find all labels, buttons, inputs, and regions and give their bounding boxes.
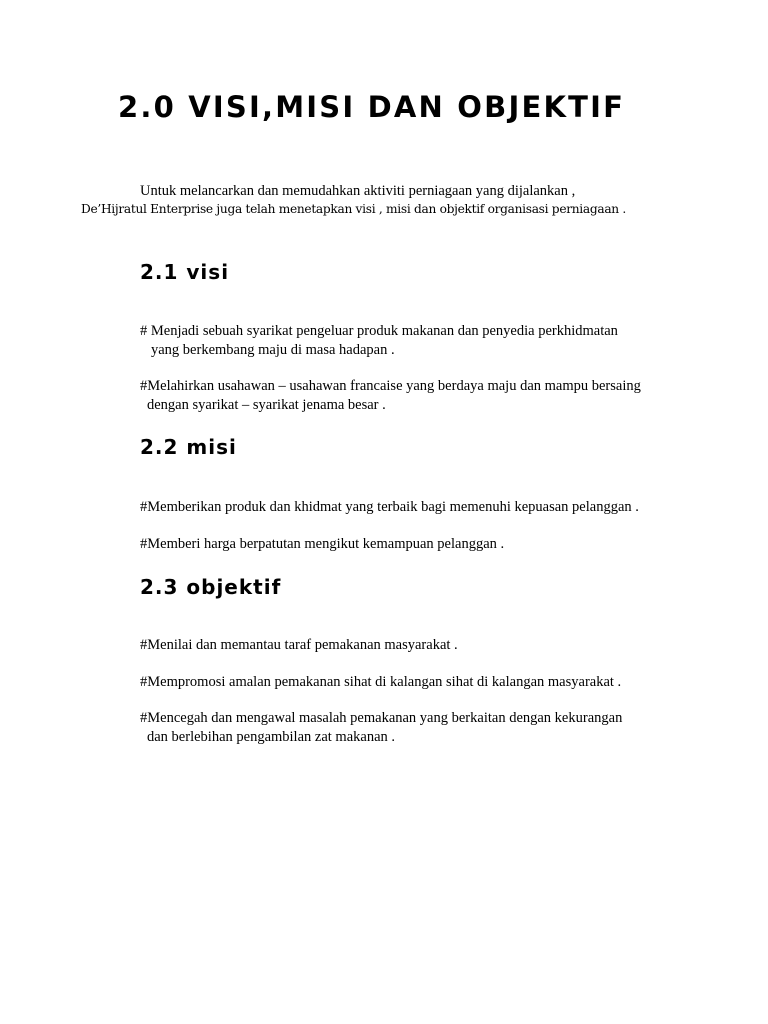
visi-item-1 — [140, 322, 618, 360]
misi-item-2 — [140, 535, 504, 554]
misi-item-1-line-1: #Memberikan produk dan khidmat yang terbaik bagi memenuhi kepuasan pelanggan . — [140, 499, 639, 515]
objektif-item-3-line-2: dan berlebihan pengambilan zat makanan . — [147, 729, 396, 745]
intro-line-2: De’Hijratul Enterprise juga telah menetapkan visi , misi dan objektif organisasi perniagaan . — [81, 202, 626, 216]
visi-item-2 — [140, 377, 641, 415]
misi-item-2-line-1: #Memberi harga berpatutan mengikut kemampuan pelanggan . — [140, 536, 505, 552]
objektif-item-3 — [140, 709, 622, 747]
misi-heading: 2.2 misi — [140, 435, 237, 459]
objektif-item-2-line-1: #Mempromosi amalan pemakanan sihat di kalangan sihat di kalangan masyarakat . — [140, 674, 622, 690]
page-title: 2.0 VISI,MISI DAN OBJEKTIF — [118, 90, 626, 124]
objektif-heading: 2.3 objektif — [140, 575, 282, 599]
objektif-item-3-line-1: #Mencegah dan mengawal masalah pemakanan yang berkaitan dengan kekurangan — [140, 710, 623, 726]
visi-item-1-line-2: yang berkembang maju di masa hadapan . — [151, 342, 395, 358]
visi-item-2-line-2: dengan syarikat – syarikat jenama besar . — [147, 397, 386, 413]
visi-item-2-line-1: #Melahirkan usahawan – usahawan francaise yang berdaya maju dan mampu bersaing — [140, 378, 641, 394]
objektif-item-1-line-1: #Menilai dan memantau taraf pemakanan masyarakat . — [140, 637, 458, 653]
visi-item-1-line-1: # Menjadi sebuah syarikat pengeluar produk makanan dan penyedia perkhidmatan — [140, 323, 618, 339]
objektif-item-1 — [140, 636, 458, 655]
objektif-item-2 — [140, 673, 621, 692]
visi-heading: 2.1 visi — [140, 260, 230, 284]
intro-line-1: Untuk melancarkan dan memudahkan aktiviti perniagaan yang dijalankan , — [140, 183, 576, 199]
misi-item-1 — [140, 498, 639, 517]
